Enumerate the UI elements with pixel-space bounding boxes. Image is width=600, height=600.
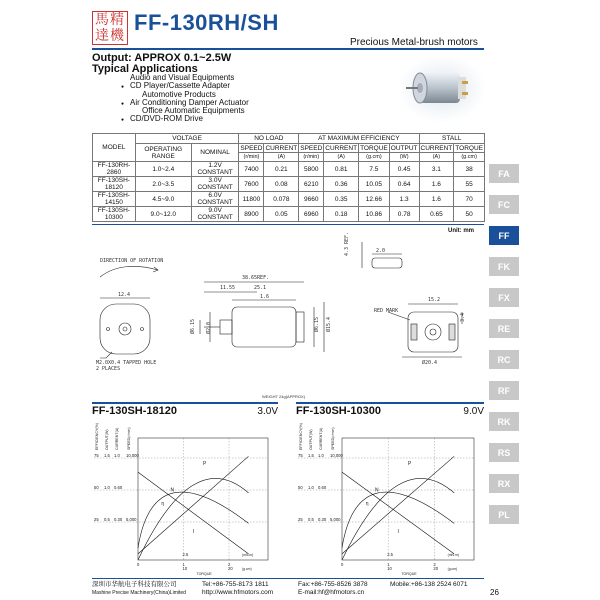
col-no-load: NO LOAD bbox=[239, 134, 299, 144]
tick-torque: 2.5 bbox=[182, 552, 189, 557]
tab-fk[interactable]: FK bbox=[489, 257, 519, 276]
table-cell: 6210 bbox=[299, 177, 324, 192]
table-cell: 55 bbox=[454, 177, 485, 192]
tab-re[interactable]: RE bbox=[489, 319, 519, 338]
series-label: P bbox=[203, 460, 207, 467]
applications-list bbox=[130, 74, 249, 124]
col-unit: (A) bbox=[324, 153, 359, 162]
curve-current-i bbox=[138, 456, 249, 554]
tick-torque: 1 bbox=[387, 562, 390, 567]
table-cell: 8900 bbox=[239, 207, 264, 222]
tick-current: 0.30 bbox=[318, 517, 327, 522]
tick-torque: 2 bbox=[433, 562, 436, 567]
page-title: FF-130RH/SH bbox=[134, 10, 279, 35]
col-header: SPEED bbox=[300, 144, 323, 152]
dim-end-dia: Ø20.4 bbox=[422, 360, 438, 366]
front-view bbox=[100, 304, 150, 354]
axis-unit-gcm: (g.cm) bbox=[447, 567, 458, 571]
tick-speed: 10,000 bbox=[330, 453, 343, 458]
tab-fx[interactable]: FX bbox=[489, 288, 519, 307]
axis-label-torque: TORQUE bbox=[401, 572, 417, 576]
footer-rule bbox=[92, 578, 484, 579]
tab-fc[interactable]: FC bbox=[489, 195, 519, 214]
dim-end-width: 15.2 bbox=[428, 297, 441, 303]
table-cell: 0.64 bbox=[389, 177, 419, 192]
footer-fax: Fax:+86-755-8526 3878 bbox=[298, 581, 368, 588]
motor-photo bbox=[398, 55, 486, 123]
table-cell: 6960 bbox=[299, 207, 324, 222]
table-cell: 10.86 bbox=[359, 207, 390, 222]
tick-torque: 2 bbox=[228, 562, 231, 567]
drawing-rule bbox=[92, 224, 484, 225]
table-cell: 4.5~9.0 bbox=[135, 192, 191, 207]
chart-voltage-1: 3.0V bbox=[257, 405, 278, 417]
tick-current: 0.30 bbox=[114, 517, 123, 522]
tick-torque: 10 bbox=[182, 566, 188, 571]
curve-output-p bbox=[138, 478, 249, 560]
dim-shaft-length: 11.55 bbox=[220, 285, 236, 291]
col-unit: (r/min) bbox=[239, 153, 264, 162]
col-unit: (r/min) bbox=[299, 153, 324, 162]
list-item: Office Automatic Equipments bbox=[142, 106, 245, 116]
axis-label-speed: SPEED(r/min) bbox=[127, 427, 131, 450]
col-header: SPEED bbox=[240, 144, 263, 152]
company-logo bbox=[92, 11, 128, 45]
col-operating-range: OPERATING RANGE bbox=[135, 144, 191, 162]
table-cell: FF-130SH-18120 bbox=[93, 177, 136, 192]
table-cell: 7600 bbox=[239, 177, 264, 192]
tab-rf[interactable]: RF bbox=[489, 381, 519, 400]
performance-chart-2 bbox=[296, 420, 484, 576]
chart-model-2: FF-130SH-10300 bbox=[296, 405, 381, 417]
list-item: Audio and Visual Equipments bbox=[130, 73, 235, 82]
col-unit: (A) bbox=[419, 153, 454, 162]
series-label: P bbox=[408, 460, 412, 467]
table-cell: FF-130RH-2860 bbox=[93, 162, 136, 177]
table-cell: 0.78 bbox=[389, 207, 419, 222]
axis-unit-torque: (mN.m) bbox=[447, 553, 459, 557]
rotation-label: DIRECTION OF ROTATION bbox=[100, 258, 164, 264]
col-model: MODEL bbox=[93, 134, 136, 162]
tick-efficiency: 25 bbox=[298, 517, 303, 522]
dim-flange: 1.6 bbox=[260, 294, 270, 300]
dim-boss-dia: Ø2.0 bbox=[206, 321, 212, 334]
tick-output: 1.5 bbox=[104, 453, 110, 458]
table-cell: 1.3 bbox=[389, 192, 419, 207]
tick-torque: 0 bbox=[341, 562, 344, 567]
col-header: TORQUE bbox=[360, 144, 388, 152]
table-row bbox=[93, 192, 485, 207]
chart-model-1: FF-130SH-18120 bbox=[92, 405, 177, 417]
tick-efficiency: 75 bbox=[298, 453, 303, 458]
axis-unit-gcm: (g.cm) bbox=[242, 567, 252, 571]
col-header: TORQUE bbox=[455, 144, 483, 152]
table-cell: 9660 bbox=[299, 192, 324, 207]
tick-output: 1.0 bbox=[104, 485, 110, 490]
tick-output: 0.5 bbox=[308, 517, 314, 522]
tick-efficiency: 25 bbox=[94, 517, 99, 522]
col-header: CURRENT bbox=[265, 144, 298, 152]
tab-rk[interactable]: RK bbox=[489, 412, 519, 431]
list-item: ● Air Conditioning Damper Actuator bbox=[130, 99, 249, 107]
series-label: η bbox=[365, 501, 369, 508]
axis-unit-torque: (mN.m) bbox=[242, 553, 254, 557]
footer-website-link[interactable]: http://www.hfmotors.com bbox=[202, 589, 274, 596]
tick-current: 1.0 bbox=[114, 453, 120, 458]
dim-body-dia-b: Ø15.4 bbox=[326, 316, 332, 332]
dim-length-ref: 38.65REF. bbox=[242, 275, 270, 281]
tapped-hole-label: M2.0X0.4 TAPPED HOLE bbox=[96, 360, 157, 366]
tick-torque: 10 bbox=[387, 566, 392, 571]
col-header: OUTPUT bbox=[390, 144, 418, 152]
tick-torque: 20 bbox=[228, 566, 233, 571]
dim-terminal-gap: 3.4 bbox=[460, 312, 466, 322]
footer-tel: Tel:+86-755-8173 1811 bbox=[202, 581, 269, 588]
col-header: CURRENT bbox=[325, 144, 358, 152]
table-cell: 0.18 bbox=[324, 207, 359, 222]
tick-torque: 1 bbox=[182, 562, 185, 567]
table-cell: 1.6 bbox=[419, 177, 454, 192]
tab-fa[interactable]: FA bbox=[489, 164, 519, 183]
page-number: 26 bbox=[490, 588, 499, 597]
col-unit: (A) bbox=[264, 153, 299, 162]
table-cell: 11800 bbox=[239, 192, 264, 207]
axis-label-current: CURRENT(A) bbox=[319, 427, 323, 450]
tab-rx[interactable]: RX bbox=[489, 474, 519, 493]
series-label: η bbox=[161, 501, 165, 508]
tick-current: 0.60 bbox=[114, 485, 123, 490]
tick-output: 1.5 bbox=[308, 453, 314, 458]
performance-chart-1 bbox=[92, 420, 278, 576]
tab-rc[interactable]: RC bbox=[489, 350, 519, 369]
company-name-cn: 深圳市华航电子科技有限公司 bbox=[92, 581, 177, 588]
table-row bbox=[93, 162, 485, 177]
table-cell: 9.0~12.0 bbox=[135, 207, 191, 222]
plot-frame bbox=[138, 438, 268, 560]
table-cell: 38 bbox=[454, 162, 485, 177]
table-cell: 0.65 bbox=[419, 207, 454, 222]
table-cell: 9.0V CONSTANT bbox=[191, 207, 239, 222]
tick-efficiency: 50 bbox=[94, 485, 99, 490]
tab-pl[interactable]: PL bbox=[489, 505, 519, 524]
series-label: I bbox=[192, 529, 194, 536]
table-cell: 0.05 bbox=[264, 207, 299, 222]
axis-label-output: OUTPUT(W) bbox=[309, 429, 313, 450]
col-unit: (W) bbox=[389, 153, 419, 162]
spec-table bbox=[92, 133, 485, 222]
unit-label: Unit: mm bbox=[448, 228, 474, 234]
tick-speed: 10,000 bbox=[126, 453, 139, 458]
tab-ff[interactable]: FF bbox=[489, 226, 519, 245]
logo-line-1: 馬精 bbox=[95, 12, 125, 28]
col-unit: (g.cm) bbox=[454, 153, 485, 162]
side-view bbox=[232, 307, 296, 347]
col-voltage: VOLTAGE bbox=[135, 134, 239, 144]
rotation-arrow bbox=[100, 266, 158, 277]
red-mark-label: RED MARK bbox=[374, 308, 399, 314]
table-cell: 0.078 bbox=[264, 192, 299, 207]
axis-label-torque: TORQUE bbox=[196, 572, 212, 576]
table-cell: 0.35 bbox=[324, 192, 359, 207]
tick-efficiency: 50 bbox=[298, 485, 303, 490]
logo-line-2: 達機 bbox=[95, 28, 125, 44]
typical-applications-title: Typical Applications bbox=[92, 63, 198, 75]
table-cell: 7400 bbox=[239, 162, 264, 177]
col-stall: STALL bbox=[419, 134, 485, 144]
footer bbox=[92, 581, 484, 597]
table-cell: 1.2V CONSTANT bbox=[191, 162, 239, 177]
series-label: N bbox=[170, 487, 175, 494]
tick-current: 0.60 bbox=[318, 485, 327, 490]
list-item: ● CD Player/Cassette Adapter bbox=[130, 82, 249, 90]
table-cell: FF-130SH-14150 bbox=[93, 192, 136, 207]
dim-body-length: 25.1 bbox=[254, 285, 267, 291]
tick-speed: 5,000 bbox=[330, 517, 341, 522]
dim-front-width: 12.4 bbox=[118, 292, 131, 298]
col-max-eff: AT MAXIMUM EFFICIENCY bbox=[299, 134, 419, 144]
table-row bbox=[93, 177, 485, 192]
table-cell: 50 bbox=[454, 207, 485, 222]
chart-header-1 bbox=[92, 402, 278, 418]
footer-email-link[interactable]: E-mail:hf@hfmotors.cn bbox=[298, 589, 365, 596]
output-range: Output: APPROX 0.1~2.5W bbox=[92, 52, 232, 64]
footer-mobile: Mobile:+86-138 2524 6071 bbox=[390, 581, 468, 588]
table-cell: 3.1 bbox=[419, 162, 454, 177]
header-rule bbox=[92, 48, 484, 50]
list-item: Automotive Products bbox=[142, 89, 216, 99]
tick-torque: 0 bbox=[137, 562, 140, 567]
dimension-drawing bbox=[92, 232, 484, 397]
table-cell: FF-130SH-10300 bbox=[93, 207, 136, 222]
table-cell: 6.0V CONSTANT bbox=[191, 192, 239, 207]
table-cell: 0.21 bbox=[264, 162, 299, 177]
dim-terminal-ref: 4.3 REF. bbox=[344, 232, 350, 256]
table-cell: 0.81 bbox=[324, 162, 359, 177]
tick-speed: 5,000 bbox=[126, 517, 137, 522]
series-label: I bbox=[397, 529, 399, 536]
col-nominal: NOMINAL bbox=[191, 144, 239, 162]
axis-label-efficiency: EFFICIENCY(%) bbox=[95, 423, 99, 450]
table-cell: 7.5 bbox=[359, 162, 390, 177]
dim-body-dia-a: Ø6.15 bbox=[314, 316, 320, 332]
curve-output-p bbox=[342, 478, 454, 560]
table-cell: 0.45 bbox=[389, 162, 419, 177]
weight-label: WEIGHT 24g(APPROX) bbox=[262, 394, 306, 399]
tick-torque: 20 bbox=[433, 566, 439, 571]
curve-speed-n bbox=[138, 472, 249, 554]
table-cell: 12.66 bbox=[359, 192, 390, 207]
axis-label-speed: SPEED(r/min) bbox=[331, 427, 335, 450]
list-item: ● CD/DVD-ROM Drive bbox=[130, 115, 249, 123]
series-tabs bbox=[489, 164, 519, 536]
chart-voltage-2: 9.0V bbox=[463, 405, 484, 417]
axis-label-current: CURRENT(A) bbox=[115, 427, 119, 450]
plot-frame bbox=[342, 438, 474, 560]
table-cell: 70 bbox=[454, 192, 485, 207]
page-subtitle: Precious Metal-brush motors bbox=[350, 37, 478, 48]
tick-torque: 2.5 bbox=[387, 552, 394, 557]
table-row bbox=[93, 207, 485, 222]
table-cell: 0.36 bbox=[324, 177, 359, 192]
series-label: N bbox=[375, 487, 379, 494]
col-header: CURRENT bbox=[420, 144, 453, 152]
tab-rs[interactable]: RS bbox=[489, 443, 519, 462]
tick-efficiency: 75 bbox=[94, 453, 99, 458]
chart-header-2 bbox=[296, 402, 484, 418]
tick-output: 0.5 bbox=[104, 517, 110, 522]
axis-label-output: OUTPUT(W) bbox=[105, 429, 109, 450]
axis-label-efficiency: EFFICIENCY(%) bbox=[299, 423, 303, 450]
table-cell: 2.0~3.5 bbox=[135, 177, 191, 192]
table-cell: 1.0~2.4 bbox=[135, 162, 191, 177]
table-cell: 3.0V CONSTANT bbox=[191, 177, 239, 192]
table-cell: 5800 bbox=[299, 162, 324, 177]
table-cell: 10.05 bbox=[359, 177, 390, 192]
col-unit: (g.cm) bbox=[359, 153, 390, 162]
company-name-en: Mashine Precise Machinery(China)Limited bbox=[92, 590, 186, 596]
table-cell: 0.08 bbox=[264, 177, 299, 192]
dim-shaft-dia: Ø6.15 bbox=[190, 318, 196, 334]
dim-terminal: 2.0 bbox=[376, 248, 386, 254]
curve-current-i bbox=[342, 456, 454, 554]
tick-current: 1.0 bbox=[318, 453, 324, 458]
table-cell: 1.6 bbox=[419, 192, 454, 207]
tapped-hole-count: 2 PLACES bbox=[96, 366, 121, 372]
curve-speed-n bbox=[342, 472, 454, 554]
tick-output: 1.0 bbox=[308, 485, 314, 490]
